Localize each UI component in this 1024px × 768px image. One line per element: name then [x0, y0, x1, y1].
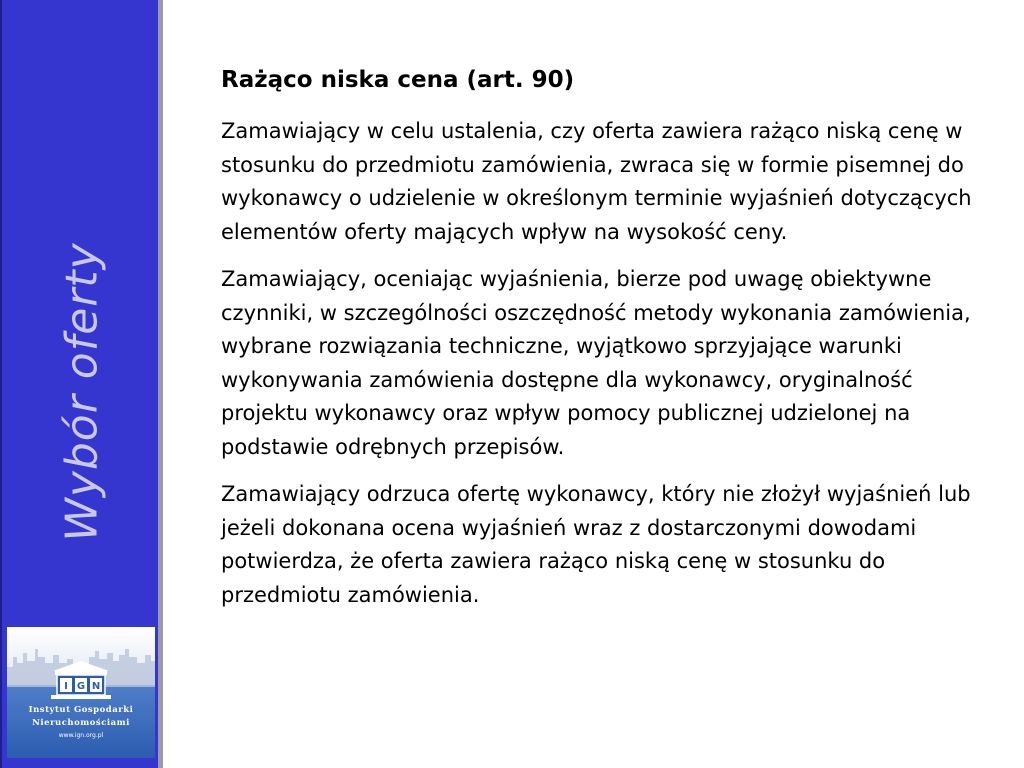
- logo-name-line1: Instytut Gospodarki: [28, 705, 134, 715]
- slide-heading: Rażąco niska cena (art. 90): [221, 67, 575, 93]
- logo-abbr-i: I: [64, 681, 68, 692]
- logo-abbr-g: G: [76, 681, 86, 692]
- ign-logo: [7, 627, 155, 758]
- sidebar-edge: [0, 0, 2, 768]
- sidebar: [0, 0, 163, 768]
- logo-abbr-n: N: [91, 681, 101, 692]
- section-title: Wybór oferty: [56, 242, 108, 542]
- slide-content: [221, 63, 981, 626]
- paragraph-2: Zamawiający, oceniając wyjaśnienia, bierze pod uwagę obiektywne czynniki, w szczególności oszczędność metody wykonania zamówienia, wybrane rozwiązania techniczne, wyjątkowo sprzyjające warunki wykonywania zamówienia dostępne dla wykonawcy, oryginalność projektu wykonawcy oraz wpływ pomocy publicznej udzielonej na podstawie odrębnych przepisów.: [221, 267, 971, 459]
- logo-name-line2: Nieruchomościami: [32, 718, 130, 728]
- paragraph-3: Zamawiający odrzuca ofertę wykonawcy, który nie złożył wyjaśnień lub jeżeli dokonana ocena wyjaśnień wraz z dostarczonymi dowodami potwierdza, że oferta zawiera rażąco niską cenę w stosunku do przedmiotu zamówienia.: [221, 482, 971, 607]
- logo-url: www.ign.org.pl: [58, 732, 104, 739]
- paragraph-1: Zamawiający w celu ustalenia, czy oferta zawiera rażąco niską cenę w stosunku do przedmiotu zamówienia, zwraca się w formie pisemnej do wykonawcy o udzielenie w określonym terminie wyjaśnień dotyczących elementów oferty mających wpływ na wysokość ceny.: [221, 119, 972, 244]
